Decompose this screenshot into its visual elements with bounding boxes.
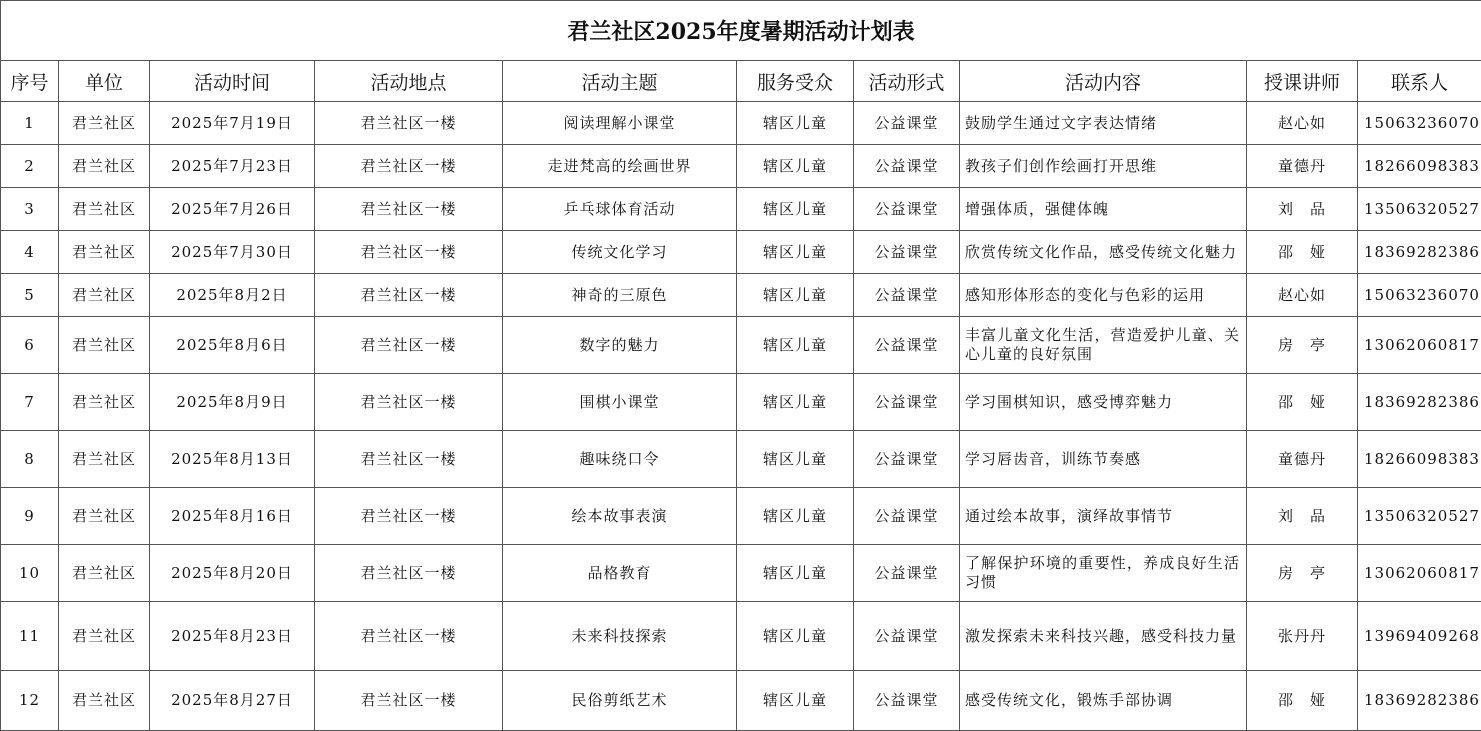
cell-audience: 辖区儿童 [737, 671, 854, 731]
cell-place: 君兰社区一楼 [315, 317, 503, 374]
cell-content: 感知形体形态的变化与色彩的运用 [960, 274, 1247, 317]
table-title: 君兰社区2025年度暑期活动计划表 [1, 1, 1481, 61]
cell-unit: 君兰社区 [59, 488, 150, 545]
cell-teacher: 赵心如 [1247, 102, 1358, 145]
cell-content: 学习唇齿音，训练节奏感 [960, 431, 1247, 488]
cell-place: 君兰社区一楼 [315, 188, 503, 231]
cell-place: 君兰社区一楼 [315, 431, 503, 488]
header-cell-theme: 活动主题 [503, 61, 737, 102]
cell-contact: 18266098383 [1358, 431, 1481, 488]
cell-date: 2025年8月2日 [150, 274, 315, 317]
cell-teacher: 房 亭 [1247, 317, 1358, 374]
cell-unit: 君兰社区 [59, 274, 150, 317]
cell-date: 2025年8月16日 [150, 488, 315, 545]
cell-date: 2025年8月20日 [150, 545, 315, 602]
cell-teacher: 童德丹 [1247, 431, 1358, 488]
cell-content: 欣赏传统文化作品，感受传统文化魅力 [960, 231, 1247, 274]
cell-form: 公益课堂 [854, 274, 960, 317]
cell-date: 2025年8月23日 [150, 602, 315, 671]
cell-form: 公益课堂 [854, 602, 960, 671]
header-cell-no: 序号 [1, 61, 59, 102]
table-row [1, 188, 1481, 231]
table-row [1, 374, 1481, 431]
cell-unit: 君兰社区 [59, 102, 150, 145]
cell-contact: 13506320527 [1358, 188, 1481, 231]
cell-no: 11 [1, 602, 59, 671]
cell-audience: 辖区儿童 [737, 102, 854, 145]
cell-date: 2025年7月26日 [150, 188, 315, 231]
header-cell-date: 活动时间 [150, 61, 315, 102]
cell-audience: 辖区儿童 [737, 317, 854, 374]
header-cell-contact: 联系人 [1358, 61, 1481, 102]
cell-unit: 君兰社区 [59, 602, 150, 671]
cell-date: 2025年7月19日 [150, 102, 315, 145]
cell-contact: 15063236070 [1358, 102, 1481, 145]
cell-theme: 数字的魅力 [503, 317, 737, 374]
table-row [1, 431, 1481, 488]
cell-unit: 君兰社区 [59, 671, 150, 731]
cell-audience: 辖区儿童 [737, 488, 854, 545]
cell-no: 1 [1, 102, 59, 145]
cell-content: 通过绘本故事，演绎故事情节 [960, 488, 1247, 545]
cell-contact: 18266098383 [1358, 145, 1481, 188]
cell-audience: 辖区儿童 [737, 231, 854, 274]
header-cell-unit: 单位 [59, 61, 150, 102]
cell-place: 君兰社区一楼 [315, 602, 503, 671]
cell-date: 2025年7月23日 [150, 145, 315, 188]
cell-no: 7 [1, 374, 59, 431]
cell-no: 12 [1, 671, 59, 731]
header-cell-audience: 服务受众 [737, 61, 854, 102]
cell-form: 公益课堂 [854, 431, 960, 488]
cell-contact: 18369282386 [1358, 231, 1481, 274]
cell-contact: 13969409268 [1358, 602, 1481, 671]
cell-content: 鼓励学生通过文字表达情绪 [960, 102, 1247, 145]
cell-contact: 13062060817 [1358, 545, 1481, 602]
cell-content: 激发探索未来科技兴趣，感受科技力量 [960, 602, 1247, 671]
cell-date: 2025年8月6日 [150, 317, 315, 374]
table-row [1, 102, 1481, 145]
cell-place: 君兰社区一楼 [315, 102, 503, 145]
cell-theme: 品格教育 [503, 545, 737, 602]
cell-form: 公益课堂 [854, 488, 960, 545]
cell-unit: 君兰社区 [59, 188, 150, 231]
cell-no: 2 [1, 145, 59, 188]
header-row [1, 61, 1481, 102]
cell-form: 公益课堂 [854, 102, 960, 145]
cell-audience: 辖区儿童 [737, 431, 854, 488]
cell-theme: 未来科技探索 [503, 602, 737, 671]
cell-contact: 15063236070 [1358, 274, 1481, 317]
cell-theme: 走进梵高的绘画世界 [503, 145, 737, 188]
cell-form: 公益课堂 [854, 545, 960, 602]
header-cell-content: 活动内容 [960, 61, 1247, 102]
cell-theme: 传统文化学习 [503, 231, 737, 274]
cell-content: 学习围棋知识，感受博弈魅力 [960, 374, 1247, 431]
cell-no: 4 [1, 231, 59, 274]
cell-audience: 辖区儿童 [737, 188, 854, 231]
cell-theme: 神奇的三原色 [503, 274, 737, 317]
cell-place: 君兰社区一楼 [315, 231, 503, 274]
cell-teacher: 张丹丹 [1247, 602, 1358, 671]
table-row [1, 274, 1481, 317]
cell-form: 公益课堂 [854, 145, 960, 188]
cell-theme: 乒乓球体育活动 [503, 188, 737, 231]
cell-content: 了解保护环境的重要性，养成良好生活习惯 [960, 545, 1247, 602]
cell-unit: 君兰社区 [59, 145, 150, 188]
cell-place: 君兰社区一楼 [315, 274, 503, 317]
header-cell-teacher: 授课讲师 [1247, 61, 1358, 102]
cell-no: 6 [1, 317, 59, 374]
cell-unit: 君兰社区 [59, 317, 150, 374]
cell-contact: 18369282386 [1358, 671, 1481, 731]
cell-teacher: 邵 娅 [1247, 671, 1358, 731]
table-row [1, 488, 1481, 545]
cell-theme: 阅读理解小课堂 [503, 102, 737, 145]
cell-place: 君兰社区一楼 [315, 145, 503, 188]
cell-theme: 民俗剪纸艺术 [503, 671, 737, 731]
cell-place: 君兰社区一楼 [315, 545, 503, 602]
cell-no: 9 [1, 488, 59, 545]
cell-form: 公益课堂 [854, 231, 960, 274]
header-cell-form: 活动形式 [854, 61, 960, 102]
table-row [1, 317, 1481, 374]
cell-form: 公益课堂 [854, 188, 960, 231]
cell-form: 公益课堂 [854, 317, 960, 374]
table-row [1, 671, 1481, 731]
cell-contact: 13506320527 [1358, 488, 1481, 545]
cell-content: 感受传统文化，锻炼手部协调 [960, 671, 1247, 731]
cell-form: 公益课堂 [854, 671, 960, 731]
cell-content: 增强体质，强健体魄 [960, 188, 1247, 231]
cell-teacher: 邵 娅 [1247, 374, 1358, 431]
table-row [1, 602, 1481, 671]
cell-unit: 君兰社区 [59, 545, 150, 602]
header-cell-place: 活动地点 [315, 61, 503, 102]
cell-date: 2025年7月30日 [150, 231, 315, 274]
cell-unit: 君兰社区 [59, 231, 150, 274]
cell-teacher: 刘 品 [1247, 488, 1358, 545]
cell-theme: 绘本故事表演 [503, 488, 737, 545]
cell-content: 教孩子们创作绘画打开思维 [960, 145, 1247, 188]
cell-unit: 君兰社区 [59, 431, 150, 488]
cell-no: 10 [1, 545, 59, 602]
cell-teacher: 邵 娅 [1247, 231, 1358, 274]
table-row [1, 145, 1481, 188]
table-row [1, 545, 1481, 602]
cell-audience: 辖区儿童 [737, 145, 854, 188]
cell-contact: 13062060817 [1358, 317, 1481, 374]
cell-place: 君兰社区一楼 [315, 671, 503, 731]
cell-date: 2025年8月9日 [150, 374, 315, 431]
cell-audience: 辖区儿童 [737, 545, 854, 602]
cell-content: 丰富儿童文化生活，营造爱护儿童、关心儿童的良好氛围 [960, 317, 1247, 374]
cell-place: 君兰社区一楼 [315, 488, 503, 545]
cell-teacher: 赵心如 [1247, 274, 1358, 317]
cell-teacher: 童德丹 [1247, 145, 1358, 188]
cell-date: 2025年8月13日 [150, 431, 315, 488]
cell-audience: 辖区儿童 [737, 274, 854, 317]
cell-place: 君兰社区一楼 [315, 374, 503, 431]
cell-teacher: 刘 品 [1247, 188, 1358, 231]
cell-form: 公益课堂 [854, 374, 960, 431]
cell-no: 5 [1, 274, 59, 317]
cell-theme: 围棋小课堂 [503, 374, 737, 431]
cell-audience: 辖区儿童 [737, 602, 854, 671]
cell-no: 8 [1, 431, 59, 488]
cell-date: 2025年8月27日 [150, 671, 315, 731]
cell-contact: 18369282386 [1358, 374, 1481, 431]
cell-theme: 趣味绕口令 [503, 431, 737, 488]
cell-teacher: 房 亭 [1247, 545, 1358, 602]
table-row [1, 231, 1481, 274]
cell-unit: 君兰社区 [59, 374, 150, 431]
cell-audience: 辖区儿童 [737, 374, 854, 431]
cell-no: 3 [1, 188, 59, 231]
